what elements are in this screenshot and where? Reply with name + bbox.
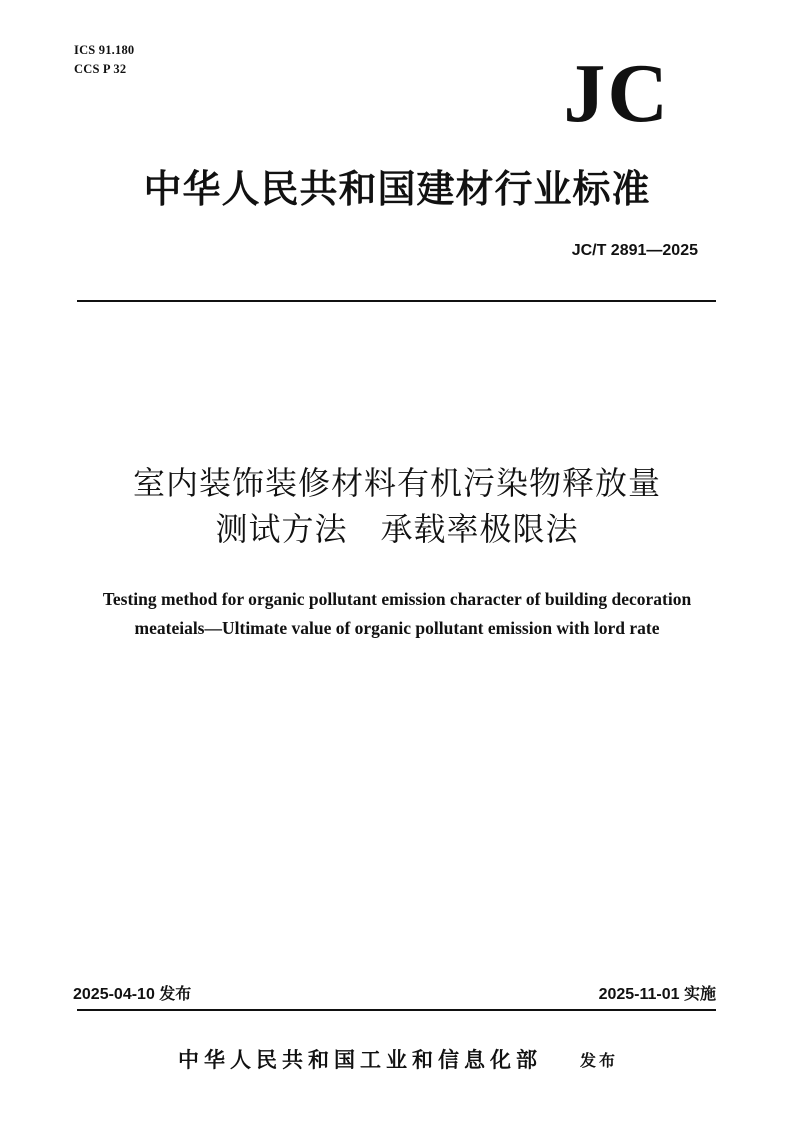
bottom-divider <box>77 1009 716 1011</box>
publisher-name: 中华人民共和国工业和信息化部 <box>178 1048 542 1072</box>
implementation-date: 2025-11-01 实施 <box>598 986 716 1003</box>
title-en-line1: Testing method for organic pollutant emission character of building decoration <box>102 589 692 609</box>
title-cn-line2: 测试方法 承载率极限法 <box>215 510 579 548</box>
title-cn-line1: 室内装饰装修材料有机污染物释放量 <box>132 464 661 502</box>
ics-code: ICS 91.180 <box>74 43 135 57</box>
ccs-code: CCS P 32 <box>74 62 127 76</box>
top-divider <box>77 300 716 302</box>
publish-label: 发布 <box>580 1051 619 1070</box>
standard-number: JC/T 2891—2025 <box>571 242 698 259</box>
title-en-line2: meateials—Ultimate value of organic pollutant emission with lord rate <box>134 618 660 638</box>
standard-category: 中华人民共和国建材行业标准 <box>143 167 651 211</box>
issue-date: 2025-04-10 发布 <box>73 986 192 1003</box>
jc-logo: JC <box>563 47 670 140</box>
